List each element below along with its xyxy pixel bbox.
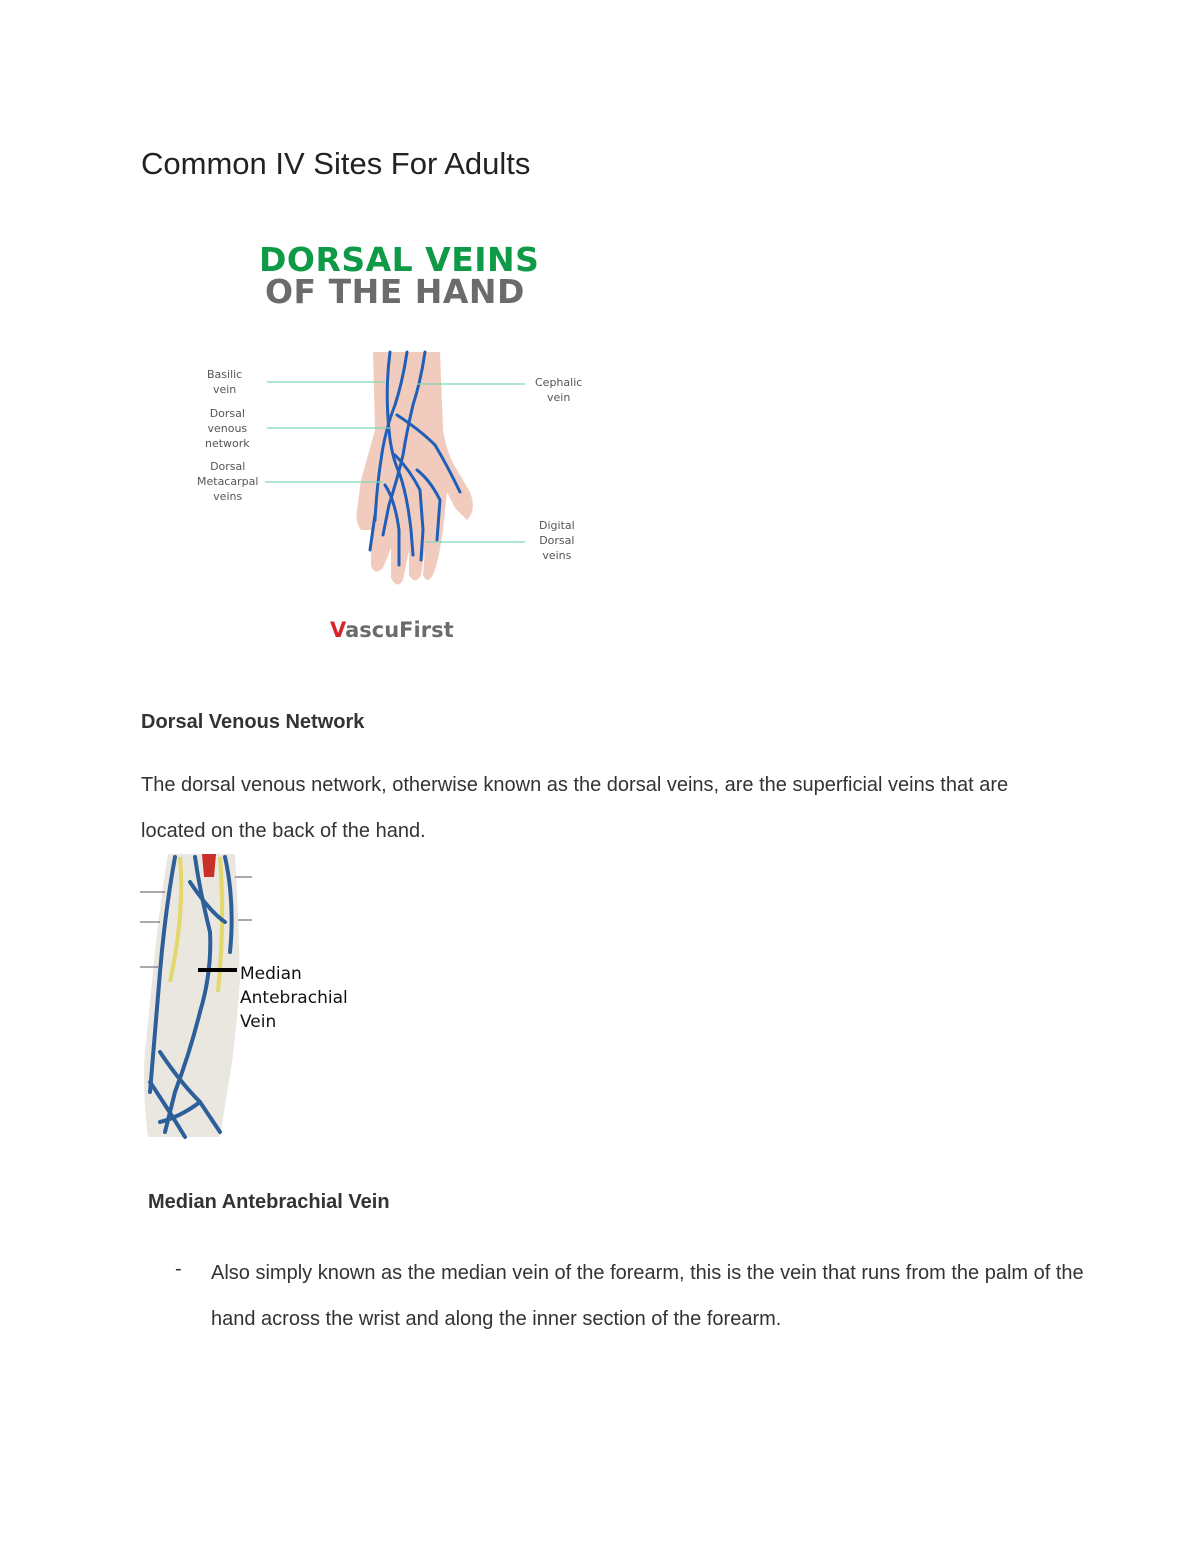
figure-heading-line1: DORSAL VEINS [259,240,540,279]
page-title: Common IV Sites For Adults [141,146,531,181]
vascufirst-logo: VascuFirst [330,618,454,642]
label-dorsal-venous-network: Dorsal venous network [205,407,250,450]
forearm-figure [140,852,360,1142]
label-cephalic-vein: Cephalic vein [535,376,583,404]
section-heading-dorsal-venous-network: Dorsal Venous Network [141,711,365,733]
section-paragraph: The dorsal venous network, otherwise known as the dorsal veins, are the superficial veins that are located on the back of the hand. [141,774,1009,842]
figure-heading-line2: OF THE HAND [265,272,525,311]
label-basilic-vein: Basilic vein [207,368,243,396]
list-item-text: Also simply known as the median vein of the forearm, this is the vein that runs from the palm of the hand across the wrist and along the inner section of the forearm. [211,1262,1084,1330]
list-bullet: - [175,1258,182,1280]
dorsal-veins-figure [185,230,605,660]
label-digital-dorsal-veins: Digital Dorsal veins [539,519,575,562]
section-heading-median-antebrachial-vein: Median Antebrachial Vein [148,1191,390,1213]
label-median-antebrachial-vein: Median Antebrachial Vein [240,964,348,1032]
label-dorsal-metacarpal-veins: Dorsal Metacarpal veins [197,460,259,503]
